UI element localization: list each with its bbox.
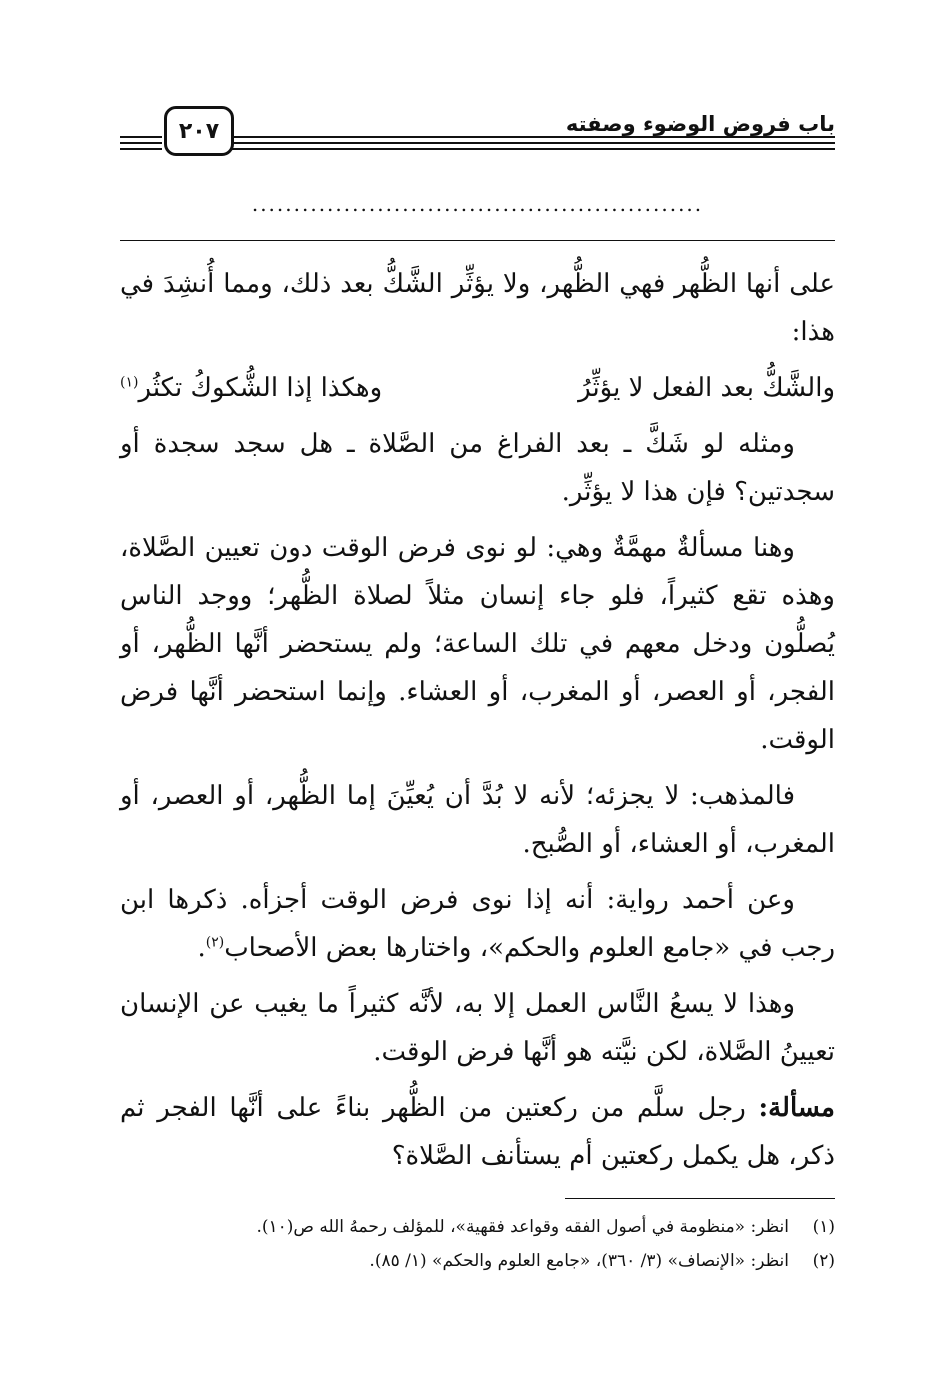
main-text: [120, 260, 835, 1188]
chapter-title: باب فروض الوضوء وصفته: [565, 112, 835, 136]
footnotes: [120, 1210, 835, 1278]
footnote-ref: (٢): [205, 934, 225, 951]
page-number: ٢٠٧: [164, 106, 234, 156]
header-rule: [232, 142, 835, 144]
footnote: [120, 1244, 835, 1278]
separator-line: [120, 240, 835, 241]
verse: [120, 364, 835, 412]
footnote: [120, 1210, 835, 1244]
header-rule: [232, 136, 835, 138]
header-rule: [120, 148, 162, 150]
book-page: [120, 88, 835, 1318]
paragraph: وهنا مسألةٌ مهمَّةٌ وهي: لو نوى فرض الوقت دون تعيين الصَّلاة، وهذه تقع كثيراً، فلو جاء إنسان مثلاً لصلاة الظُّهر؛ ووجد الناس يُصلُّون ودخل معهم في تلك الساعة؛ ولم يستحضر أنَّها الظُّهر، أو الفجر، أو العصر، أو المغرب، أو العشاء. وإنما استحضر أنَّها فرض الوقت.: [120, 533, 835, 755]
page-header: [120, 106, 835, 166]
header-rule: [120, 142, 162, 144]
dotted-separator: ......................................................: [251, 192, 704, 216]
paragraph: مسألة: رجل سلَّم من ركعتين من الظُّهر بناءً على أنَّها الفجر ثم ذكر، هل يكمل ركعتين أم يستأنف الصَّلاة؟: [120, 1093, 835, 1171]
footnote-number: (٢): [812, 1251, 835, 1271]
footnote-number: (١): [812, 1217, 835, 1237]
footnote-separator: [565, 1198, 835, 1199]
verse-first-half: والشَّكُّ بعد الفعل لا يؤثِّرُ: [578, 373, 835, 403]
footnote-text: انظر: «منظومة في أصول الفقه وقواعد فقهية»، للمؤلف رحمهُ الله ص(١٠).: [256, 1217, 789, 1237]
header-rule: [120, 136, 162, 138]
footnote-ref: (١): [120, 374, 139, 391]
paragraph: على أنها الظُّهر فهي الظُّهر، ولا يؤثِّر الشَّكُّ بعد ذلك، ومما أُنشِدَ في هذا:: [120, 269, 835, 347]
issue-label: مسألة:: [758, 1093, 835, 1123]
paragraph: ومثله لو شَكَّ ـ بعد الفراغ من الصَّلاة ـ هل سجد سجدة أو سجدتين؟ فإن هذا لا يؤثِّر.: [120, 429, 835, 507]
paragraph: وعن أحمد رواية: أنه إذا نوى فرض الوقت أجزأه. ذكرها ابن رجب في «جامع العلوم والحكم»، واختارها بعض الأصحاب$^{(٢)}$.: [120, 885, 835, 963]
paragraph: فالمذهب: لا يجزئه؛ لأنه لا بُدَّ أن يُعيِّنَ إما الظُّهر، أو العصر، أو المغرب، أو العشاء، أو الصُّبح.: [120, 781, 835, 859]
header-rule: [232, 148, 835, 150]
verse-second-half: وهكذا إذا الشُّكوكُ تكثُر$^{(١)}$: [120, 373, 383, 403]
paragraph: وهذا لا يسعُ النَّاس العمل إلا به، لأنَّه كثيراً ما يغيب عن الإنسان تعيينُ الصَّلاة، لكن نيَّته هو أنَّها فرض الوقت.: [120, 989, 835, 1067]
footnote-text: انظر: «الإنصاف» (٣/ ٣٦٠)، «جامع العلوم والحكم» (١/ ٨٥).: [369, 1251, 789, 1271]
